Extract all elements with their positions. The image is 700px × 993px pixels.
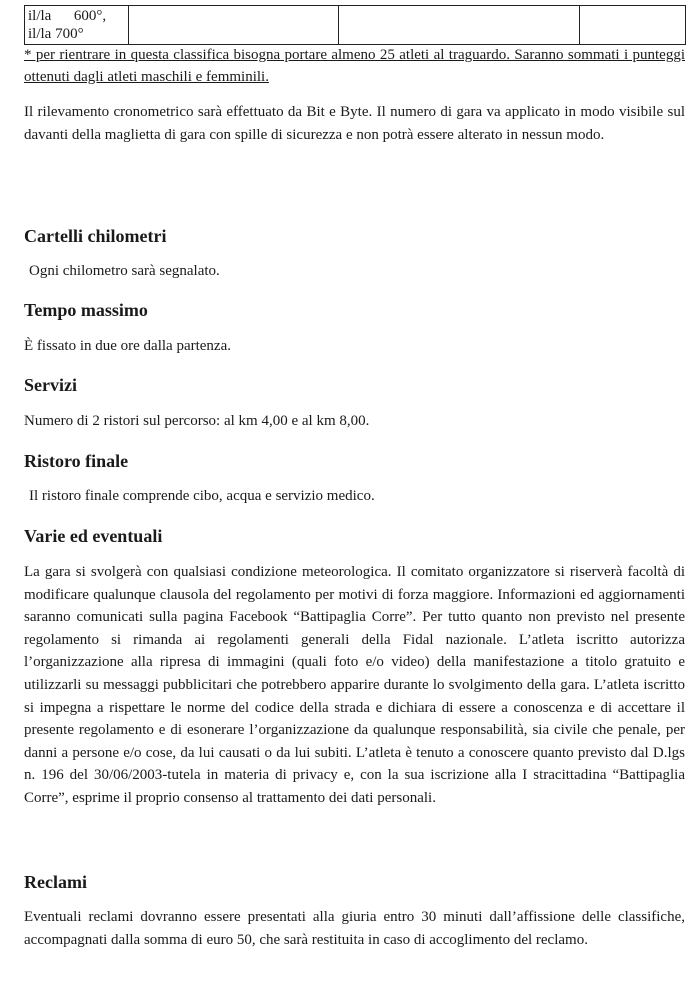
heading-tempo-massimo: Tempo massimo — [24, 300, 148, 320]
heading-servizi: Servizi — [24, 375, 77, 395]
table-cell — [129, 6, 339, 45]
servizi-text: Numero di 2 ristori sul percorso: al km 4,00 e al km 8,00. — [24, 413, 370, 429]
position-line-2: il/la 700° — [28, 26, 84, 42]
timing-paragraph: Il rilevamento cronometrico sarà effettuato da Bit e Byte. Il numero di gara va applicato in modo visibile sul davanti della maglietta di gara con spille di sicurezza e non potrà essere alterato in nessun modo. — [24, 104, 685, 143]
position-line-1: il/la 600°, — [28, 8, 107, 24]
ranking-table — [24, 5, 686, 45]
cartelli-text: Ogni chilometro sarà segnalato. — [29, 263, 220, 279]
varie-paragraph: La gara si svolgerà con qualsiasi condizione meteorologica. Il comitato organizzatore si riserverà facoltà di modificare qualunque clausola del regolamento per motivi di forza maggiore. Informazioni ed aggiornamenti saranno comunicati sulla pagina Facebook “Battipaglia Corre”. Per tutto quanto non previsto nel presente regolamento si rimanda ai regolamenti generali della Fidal nazionale. L’atleta iscritto autorizza l’organizzazione alla ripresa di immagini (quali foto e/o video) della manifestazione a titolo gratuito e utilizzarli su messaggi pubblicitari che potrebbero apparire durante lo svolgimento della gara. L’atleta iscritto si impegna a rispettare le norme del codice della strada e dichiara di essere a conoscenza e di accettare il presente regolamento e di esonerare l’organizzazione da qualunque responsabilità, sia civile che penale, per danni a persone e/o cose, da lui causati o da lui subiti. L’atleta è tenuto a conoscere quanto previsto dal D.lgs n. 196 del 30/06/2003-tutela in materia di privacy e, con la sua iscrizione alla I stracittadina “Battipaglia Corre”, esprime il proprio consenso al trattamento dei dati personali. — [24, 564, 685, 806]
heading-varie-eventuali: Varie ed eventuali — [24, 526, 163, 546]
heading-ristoro-finale: Ristoro finale — [24, 451, 129, 471]
classification-note: * per rientrare in questa classifica bisogna portare almeno 25 atleti al traguardo. Saranno sommati i punteggi ottenuti dagli atleti maschili e femminili. — [24, 47, 685, 85]
table-cell-position — [25, 6, 129, 45]
heading-cartelli-chilometri: Cartelli chilometri — [24, 226, 167, 246]
ristoro-text: Il ristoro finale comprende cibo, acqua e servizio medico. — [29, 488, 375, 504]
reclami-paragraph: Eventuali reclami dovranno essere presentati alla giuria entro 30 minuti dall’affissione delle classifiche, accompagnati dalla somma di euro 50, che sarà restituita in caso di accoglimento del reclamo. — [24, 909, 685, 948]
tempo-text: È fissato in due ore dalla partenza. — [24, 338, 231, 354]
heading-reclami: Reclami — [24, 872, 87, 892]
table-row — [25, 6, 686, 45]
table-cell — [339, 6, 580, 45]
table-cell — [580, 6, 686, 45]
